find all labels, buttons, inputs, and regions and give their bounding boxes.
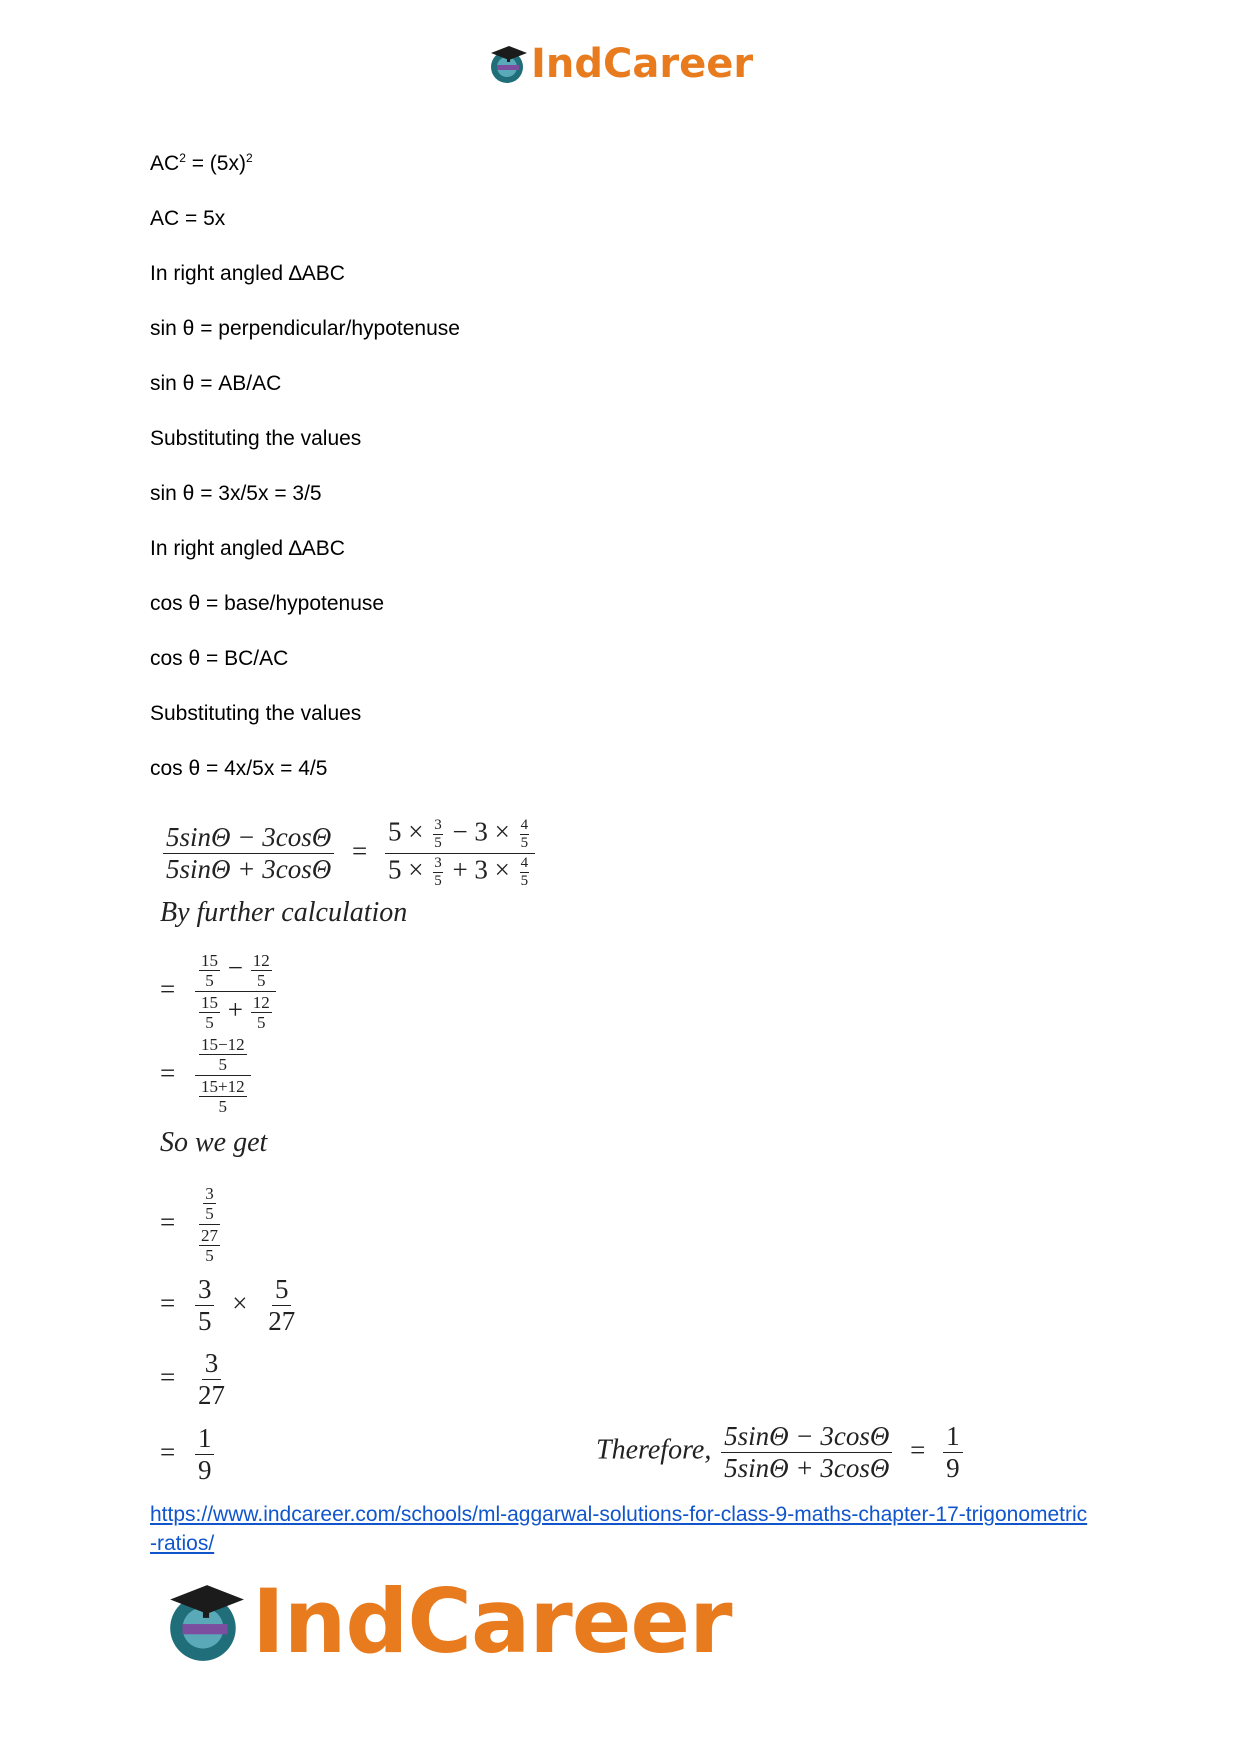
text-line: sin θ = perpendicular/hypotenuse bbox=[150, 317, 460, 340]
text-line: Substituting the values bbox=[150, 702, 362, 725]
brand-name: IndCareer bbox=[531, 41, 754, 87]
math-step-simplified: = $\frac{\frac{3}{5}}{\frac{27}{5}}$ bbox=[160, 1184, 218, 1265]
text-line: cos θ = base/hypotenuse bbox=[150, 592, 385, 615]
math-step-multiply: = $\frac{3}{5}$ × $\frac{5}{27}$ bbox=[160, 1274, 296, 1336]
text-line: sin θ = AB/AC bbox=[150, 372, 282, 395]
graduation-cap-globe-icon bbox=[162, 1579, 248, 1665]
math-step-3-over-27: = $\frac{3}{27}$ bbox=[160, 1348, 225, 1410]
math-step-result: = $\frac{1}{9}$ bbox=[160, 1425, 217, 1484]
text-line: cos θ = 4x/5x = 4/5 bbox=[150, 757, 328, 780]
math-text-so-we-get: So we get bbox=[160, 1127, 268, 1158]
brand-name: IndCareer bbox=[252, 1570, 732, 1673]
equation-line: $AC^2 = (5x)^2$ bbox=[150, 151, 253, 175]
text-line: sin θ = 3x/5x = 3/5 bbox=[150, 482, 322, 505]
header-logo bbox=[487, 42, 753, 86]
text-line: AC = 5x bbox=[150, 207, 226, 230]
text-line: cos θ = BC/AC bbox=[150, 647, 289, 670]
math-text-further-calculation: By further calculation bbox=[160, 897, 408, 928]
math-conclusion: Therefore, $\frac{5\sin\Theta - 3\cos\Theta}{5\sin\Theta + 3\cos\Theta}$ = $\frac{1}{9}$ bbox=[596, 1423, 966, 1482]
text-line: In right angled ∆ABC bbox=[150, 537, 345, 560]
graduation-cap-globe-icon bbox=[487, 43, 529, 85]
math-equation-substitution: $\frac{5\sin\Theta - 3\cos\Theta}{5\sin\Theta + 3\cos\Theta}$ = 5 × $\frac{3}{5}$ − 3 × $\frac{4}{5}$ 5 × $\frac{3}{5}$ + 3 × $\frac{4}{5}$ bbox=[160, 818, 538, 889]
math-step-combined: = $\frac{\frac{15-12}{5}}{\frac{15+12}{5}}$ bbox=[160, 1036, 254, 1115]
footer-logo bbox=[162, 1570, 732, 1673]
math-step-fractions: = $\frac{15}{5}$ − $\frac{12}{5}$ $\frac{15}{5}$ + $\frac{12}{5}$ bbox=[160, 952, 279, 1031]
text-line: Substituting the values bbox=[150, 427, 362, 450]
text-line: In right angled ∆ABC bbox=[150, 262, 345, 285]
source-link[interactable]: https://www.indcareer.com/schools/ml-aggarwal-solutions-for-class-9-maths-chapter-17-trigonometric-ratios/ bbox=[150, 1503, 1088, 1555]
